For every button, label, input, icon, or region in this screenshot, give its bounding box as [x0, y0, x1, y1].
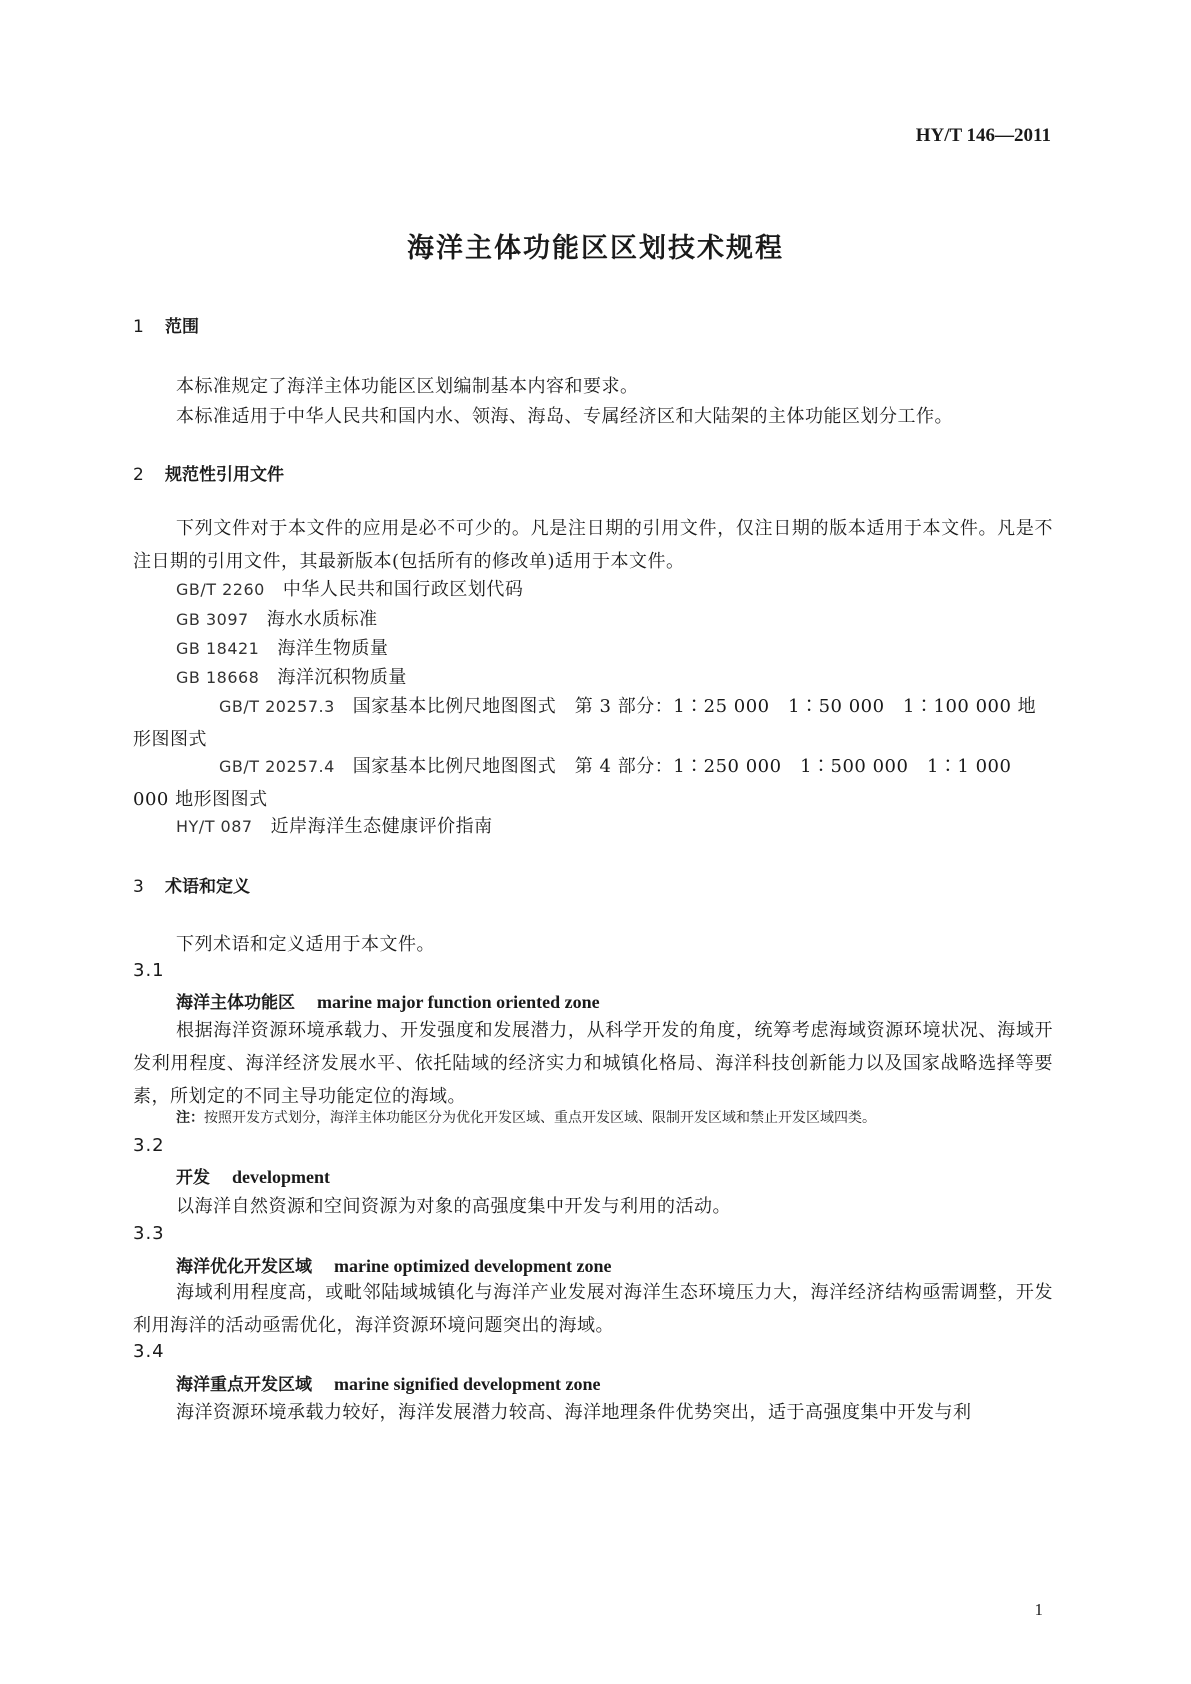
standard-code: HY/T 146—2011 — [915, 125, 1051, 146]
reference-title: 国家基本比例尺地图图式 第 4 部分：1∶250 000 1∶500 000 1∶1 000 000 地形图图式 — [133, 756, 1012, 810]
term-name-en: marine major function oriented zone — [317, 992, 600, 1012]
reference-title: 海水水质标准 — [266, 609, 378, 630]
term-definition: 以海洋自然资源和空间资源为对象的高强度集中开发与利用的活动。 — [176, 1196, 731, 1217]
reference-item — [176, 575, 523, 601]
section-number: 3 — [133, 877, 144, 897]
section-2-heading — [133, 460, 284, 485]
page-number: 1 — [1034, 1600, 1043, 1619]
section-title: 术语和定义 — [165, 877, 250, 897]
reference-item — [133, 690, 1053, 756]
reference-item — [176, 605, 378, 631]
term-number: 3.2 — [133, 1135, 165, 1156]
paragraph: 本标准规定了海洋主体功能区区划编制基本内容和要求。 — [176, 376, 639, 397]
term-number: 3.1 — [133, 960, 165, 981]
term-heading — [176, 1163, 330, 1188]
paragraph: 本标准适用于中华人民共和国内水、领海、海岛、专属经济区和大陆架的主体功能区划分工作。 — [176, 406, 953, 427]
term-name-zh: 海洋优化开发区域 — [176, 1257, 312, 1277]
term-definition: 海洋资源环境承载力较好，海洋发展潜力较高、海洋地理条件优势突出，适于高强度集中开发与利 — [176, 1402, 972, 1423]
reference-item — [176, 663, 407, 689]
reference-title: 海洋沉积物质量 — [277, 667, 407, 688]
paragraph: 下列术语和定义适用于本文件。 — [176, 934, 435, 955]
reference-code: GB 3097 — [176, 610, 249, 629]
term-number: 3.3 — [133, 1223, 165, 1244]
term-name-en: marine signified development zone — [334, 1374, 601, 1394]
paragraph: 下列文件对于本文件的应用是必不可少的。凡是注日期的引用文件，仅注日期的版本适用于本文件。凡是不注日期的引用文件，其最新版本(包括所有的修改单)适用于本文件。 — [133, 518, 1053, 572]
reference-item — [133, 750, 1053, 816]
term-definition: 海域利用程度高，或毗邻陆域城镇化与海洋产业发展对海洋生态环境压力大，海洋经济结构亟需调整，开发利用海洋的活动亟需优化，海洋资源环境问题突出的海域。 — [133, 1282, 1053, 1336]
reference-title: 海洋生物质量 — [277, 638, 389, 659]
section-title: 范围 — [165, 317, 199, 337]
term-name-en: development — [232, 1167, 330, 1187]
term-heading — [176, 1370, 600, 1395]
reference-item — [176, 812, 493, 838]
reference-code: GB/T 20257.3 — [219, 697, 335, 716]
term-heading — [176, 988, 600, 1013]
document-title: 海洋主体功能区区划技术规程 — [407, 233, 784, 264]
note-label: 注： — [176, 1110, 204, 1126]
section-number: 1 — [133, 317, 144, 337]
term-definition: 根据海洋资源环境承载力、开发强度和发展潜力，从科学开发的角度，统筹考虑海域资源环境状况、海域开发利用程度、海洋经济发展水平、依托陆域的经济实力和城镇化格局、海洋科技创新能力以及国家战略选择等要素，所划定的不同主导功能定位的海域。 — [133, 1020, 1053, 1107]
reference-title: 中华人民共和国行政区划代码 — [282, 579, 524, 600]
term-name-zh: 海洋主体功能区 — [176, 993, 295, 1013]
reference-code: GB/T 2260 — [176, 580, 265, 599]
term-note — [176, 1107, 876, 1127]
term-heading — [176, 1252, 611, 1277]
section-1-heading — [133, 312, 199, 337]
term-name-en: marine optimized development zone — [334, 1256, 612, 1276]
section-number: 2 — [133, 465, 144, 485]
note-text: 按照开发方式划分，海洋主体功能区分为优化开发区域、重点开发区域、限制开发区域和禁止开发区域四类。 — [204, 1110, 876, 1126]
term-name-zh: 海洋重点开发区域 — [176, 1375, 312, 1395]
reference-code: GB 18668 — [176, 668, 260, 687]
reference-code: GB/T 20257.4 — [219, 757, 335, 776]
section-title: 规范性引用文件 — [165, 465, 284, 485]
reference-code: HY/T 087 — [176, 817, 253, 836]
term-number: 3.4 — [133, 1341, 165, 1362]
reference-item — [176, 634, 388, 660]
term-name-zh: 开发 — [176, 1168, 210, 1188]
reference-title: 近岸海洋生态健康评价指南 — [270, 816, 493, 837]
reference-code: GB 18421 — [176, 639, 260, 658]
section-3-heading — [133, 872, 250, 897]
reference-title: 国家基本比例尺地图图式 第 3 部分：1∶25 000 1∶50 000 1∶100 000 地形图图式 — [133, 696, 1037, 750]
